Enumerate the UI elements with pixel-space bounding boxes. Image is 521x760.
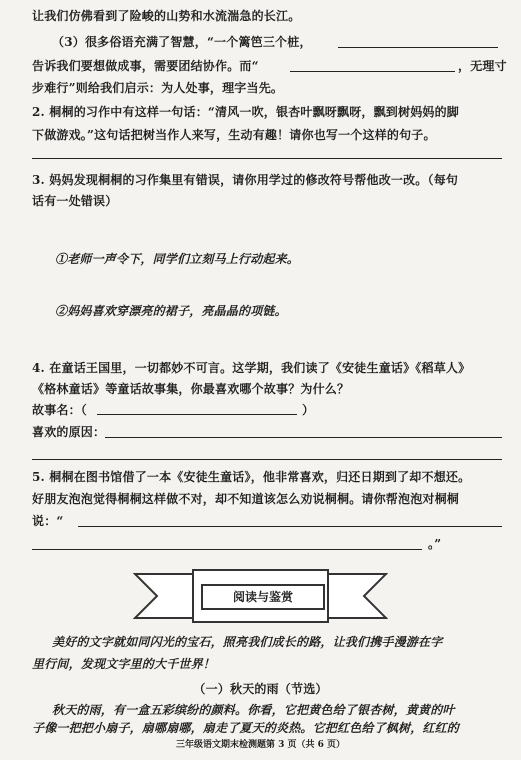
- q4-reason-blank-1[interactable]: [105, 437, 502, 438]
- q5-question-line-1: 5. 桐桐在图书馆借了一本《安徒生童话》，他非常喜欢，归还日期到了却不想还。: [32, 470, 471, 484]
- q2-question-line-2: 下做游戏。”这句话把树当作人来写，生动有趣！请你也写一个这样的句子。: [32, 128, 436, 142]
- section-banner-title: 阅读与鉴赏: [201, 584, 325, 610]
- q1-answer-blank-2[interactable]: [290, 71, 455, 72]
- q4-question-line-2: 《格林童话》等童话故事集，你最喜欢哪个故事？为什么？: [32, 382, 350, 396]
- q5-answer-blank-2[interactable]: [32, 549, 422, 550]
- q5-close-quote: 。”: [428, 537, 442, 551]
- q3-sentence-1: ①老师一声令下，同学们立刻马上行动起来。: [55, 252, 300, 266]
- section-intro-line-1: 美好的文字就如同闪光的宝石，照亮我们成长的路，让我们携手漫游在字: [52, 635, 443, 649]
- passage-line-2: 子像一把把小扇子，扇哪扇哪，扇走了夏天的炎热。它把红色给了枫树，红红的: [32, 721, 460, 735]
- q3-question-line-1: 3. 妈妈发现桐桐的习作集里有错误，请你用学过的修改符号帮他改一改。（每句: [32, 173, 459, 187]
- q3-sentence-2: ②妈妈喜欢穿漂亮的裙子，亮晶晶的项链。: [55, 304, 287, 318]
- q1-answer-blank-1[interactable]: [338, 47, 498, 48]
- q1-sub3-text: （3）很多俗语充满了智慧，“一个篱笆三个桩，: [52, 35, 312, 49]
- q4-story-close: ）: [302, 403, 315, 417]
- q5-answer-blank-1[interactable]: [78, 526, 502, 527]
- q1-sub3-text-4: 步难行”则给我们启示：为人处事，理字当先。: [32, 81, 284, 95]
- q2-answer-blank[interactable]: [32, 158, 502, 159]
- q4-reason-label: 喜欢的原因：: [32, 425, 106, 439]
- q5-question-line-2: 好朋友泡泡觉得桐桐这样做不对，却不知道该怎么劝说桐桐。请你帮泡泡对桐桐: [32, 492, 460, 506]
- q1-text-line: 让我们仿佛看到了险峻的山势和水流湍急的长江。: [32, 9, 301, 23]
- passage-title: （一）秋天的雨（节选）: [193, 682, 328, 696]
- q5-question-line-3: 说：“: [32, 514, 64, 528]
- q4-story-label: 故事名：（: [32, 403, 88, 417]
- q4-story-blank[interactable]: [97, 414, 297, 415]
- q1-sub3-text-3: ，无理寸: [458, 59, 507, 73]
- q4-reason-blank-2[interactable]: [32, 459, 502, 460]
- section-intro-line-2: 里行间，发现文字里的大千世界！: [32, 657, 216, 671]
- passage-line-1: 秋天的雨，有一盒五彩缤纷的颜料。你看，它把黄色给了银杏树，黄黄的叶: [52, 703, 455, 717]
- q2-question-line-1: 2. 桐桐的习作中有这样一句话：“清风一吹，银杏叶飘呀飘呀，飘到树妈妈的脚: [32, 105, 460, 119]
- q3-question-line-2: 话有一处错误）: [32, 194, 118, 208]
- q1-sub3-text-2: 告诉我们要想做成事，需要团结协作。而“: [32, 59, 259, 73]
- page-footer: 三年级语文期末检测题第 3 页（共 6 页）: [175, 740, 346, 750]
- q4-question-line-1: 4. 在童话王国里，一切都妙不可言。这学期，我们读了《安徒生童话》《稻草人》: [32, 361, 471, 375]
